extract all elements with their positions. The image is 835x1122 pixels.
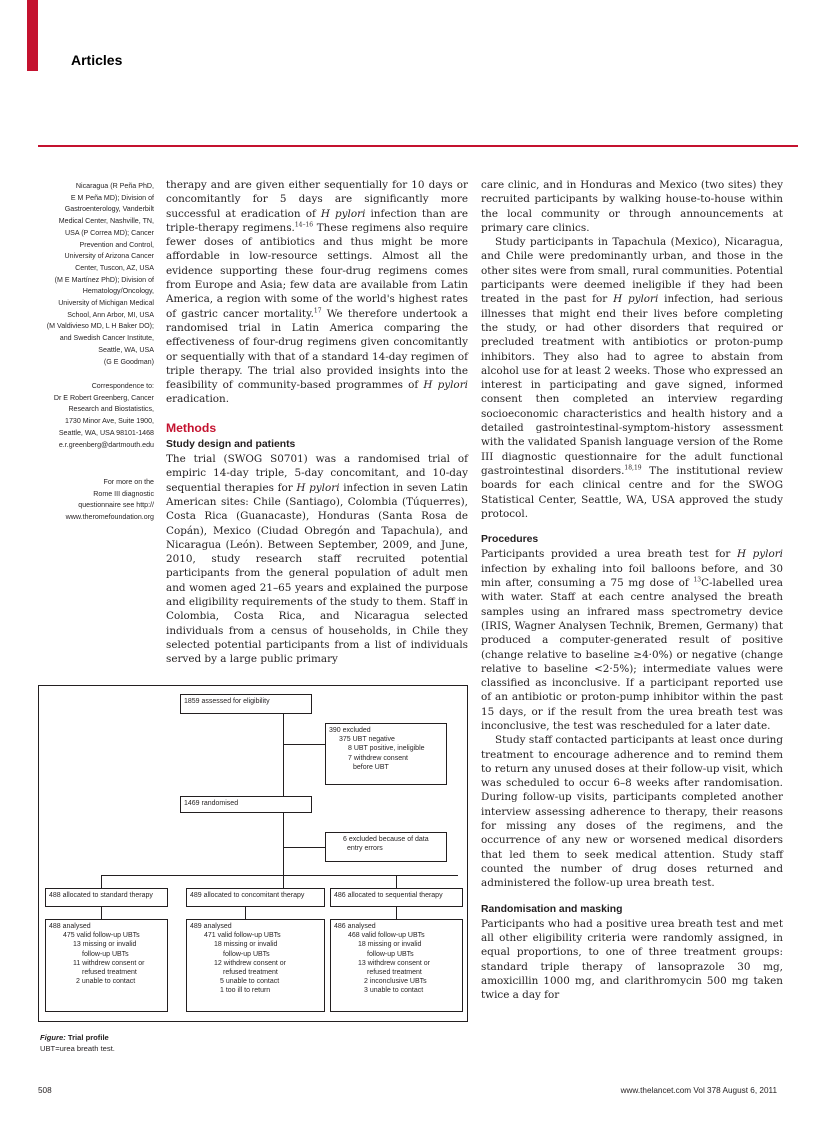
affiliation-line: School, Ann Arbor, MI, USA xyxy=(67,310,154,319)
affiliation-line: University of Michigan Medical xyxy=(58,299,154,308)
paragraph: care clinic, and in Honduras and Mexico (two sites) they recruited participants by walking house-to-house within the local community or through announcements at primary care clinics. xyxy=(481,179,783,234)
analysed-sequential-box: 486 analysed 468 valid follow-up UBTs 18 missing or invalid follow-up UBTs 13 withdrew consent or refused treatment 2 inconclusive UBTs 3 unable to contact xyxy=(330,919,463,1012)
affiliation-line: Medical Center, Nashville, TN, xyxy=(58,217,154,226)
text-column-right xyxy=(481,178,783,1003)
correspondence-line: Correspondence to: xyxy=(91,382,154,390)
paragraph: The trial (SWOG S0701) was a randomised trial of empiric 14-day triple, 5-day concomitant, and 10-day sequential therapies for H pylori infection in seven Latin American sites: Chile (Santiago), Colombia (Túquerres), Costa Rica (Guanacaste), Honduras (Santa Rosa de Copán), Mexico (Ciudad Obregón and Tapachula), and Nicaragua (León). Between September, 2009, and June, 2010, study research staff recruited potential participants from the general population of adult men and women aged 21–65 years and explained the purpose and eligibility requirements of the study to them. Staff in Colombia, Costa Rica, and Nicaragua selected individuals from a census of households, in Chile they selected potential participants from a list of individuals served by a large public primary xyxy=(166,453,468,666)
alloc-concomitant-box: 489 allocated to concomitant therapy xyxy=(186,888,325,907)
paragraph: Study participants in Tapachula (Mexico), Nicaragua, and Chile were predominantly urban, and those in the other sites were from small, rural communities. Potential participants were deemed ineligible if they had been treated in the past for H pylori infection, had serious illnesses that might end their lives before completing the study, or had other disorders that required or precluded treatment with antibiotics or proton-pump inhibitors. They also had to agree to abstain from alcohol use for at least 2 weeks. Those who expressed an interest in participating and gave signed, informed consent then completed an interview regarding socioeconomic characteristics and health history and a detailed gastrointestinal-symptom-history assessment with the validated Spanish language version of the Rome III diagnostic questionnaire for the adult functional gastrointestinal disorders.$^{18,19}$ The institutional review boards for each clinical centre and for the SWOG Statistical Center, Seattle, WA, USA approved the study protocol. xyxy=(481,236,783,520)
correspondence-line: Dr E Robert Greenberg, Cancer xyxy=(53,393,154,402)
methods-heading: Methods xyxy=(166,420,217,435)
flow-line xyxy=(283,812,284,888)
note-line: questionnaire see http:// xyxy=(78,501,154,510)
reference[interactable]: 17 xyxy=(313,307,322,315)
reference[interactable]: 18,19 xyxy=(624,464,642,472)
correspondence-line: Seattle, WA, USA 98101-1468 xyxy=(58,428,154,437)
affiliation-line: and Swedish Cancer Institute, xyxy=(59,334,154,343)
analysed-concomitant-box: 489 analysed 471 valid follow-up UBTs 18 missing or invalid follow-up UBTs 12 withdrew consent or refused treatment 5 unable to contact 1 too ill to return xyxy=(186,919,325,1012)
trial-profile-figure xyxy=(38,685,468,1022)
flow-line xyxy=(245,907,246,919)
paragraph: Participants provided a urea breath test for H pylori infection by exhaling into foil balloons before, and 30 min after, consuming a 75 mg dose of $^{13}$C-labelled urea with water. Staff at each centre analysed the breath samples using an infrared mass spectrometry device (IRIS, Wagner Analysen Technik, Bremen, Germany) that produced a computer-generated result of positive (change relative to baseline ≥4·0%) or negative (change relative to baseline <2·5%); intermediate values were classified as inconclusive. If a participant reported use of an antibiotic or proton-pump inhibitor within the past 15 days, or if the result from the urea breath test was inconclusive, the test was rescheduled for a later date. xyxy=(481,548,783,732)
flow-line xyxy=(396,907,397,919)
header-divider xyxy=(38,145,798,147)
randomised-box: 1469 randomised xyxy=(180,796,312,813)
affiliation-line: Center, Tuscon, AZ, USA xyxy=(75,263,154,272)
note-link[interactable]: www.theromefoundation.org xyxy=(65,513,154,522)
flow-line xyxy=(283,744,325,745)
affiliation-line: USA (P Correa MD); Cancer xyxy=(65,228,154,237)
affiliation-line: Prevention and Control, xyxy=(79,240,154,249)
affiliation-line: (M E Martínez PhD); Division of xyxy=(54,275,154,284)
note-line: For more on the xyxy=(103,478,154,486)
flow-line xyxy=(101,907,102,919)
correspondence-line: 1730 Minor Ave, Suite 1900, xyxy=(65,417,154,426)
page-number: 508 xyxy=(38,1086,52,1095)
flow-line xyxy=(283,847,325,848)
excluded-box: 390 excluded 375 UBT negative 8 UBT positive, ineligible 7 withdrew consent before UBT xyxy=(325,723,447,785)
note-line: Rome III diagnostic xyxy=(93,489,154,498)
flow-line xyxy=(283,714,284,796)
affiliation-line: E M Peña MD); Division of xyxy=(70,193,154,202)
affiliation-line: (M Valdivieso MD, L H Baker DO); xyxy=(46,322,154,331)
subheading: Randomisation and masking xyxy=(481,903,623,915)
journal-info: www.thelancet.com Vol 378 August 6, 2011 xyxy=(620,1086,777,1095)
flow-line xyxy=(396,875,397,888)
paragraph: Study staff contacted participants at least once during treatment to encourage adherence and to remind them to return any unused doses at their follow-up visit, which was scheduled to occur 6–8 weeks after randomisation. During follow-up visits, participants completed another interview assessing adherence to therapy, their reasons for missing any doses of the regimens, and the occurrence of any new or worsened medical disorders that led them to seek medical attention. Study staff counted the number of drug doses returned and administered the follow-up urea breath test. xyxy=(481,734,783,890)
rome-iii-note xyxy=(40,477,154,524)
affiliation-line: Nicaragua (R Peña PhD, xyxy=(75,182,154,190)
affiliations xyxy=(40,181,154,368)
caption-label: Figure: Trial profile xyxy=(40,1033,109,1042)
affiliation-line: (G E Goodman) xyxy=(103,357,154,366)
flow-line xyxy=(101,875,102,888)
assessed-box: 1859 assessed for eligibility xyxy=(180,694,312,714)
subheading: Procedures xyxy=(481,534,539,546)
affiliation-line: University of Arizona Cancer xyxy=(64,252,154,261)
reference[interactable]: 14–16 xyxy=(294,221,314,229)
affiliation-line: Hematology/Oncology, xyxy=(82,287,154,296)
paragraph: Participants who had a positive urea breath test and met all other eligibility criteria were randomly assigned, in equal proportions, to one of three treatment groups: standard triple therapy of lansoprazole 30 mg, amoxicillin 1000 mg, and clarithromycin 500 mg taken twice a day for xyxy=(481,917,783,1002)
caption-note: UBT=urea breath test. xyxy=(40,1044,115,1053)
correspondence-email[interactable]: e.r.greenberg@dartmouth.edu xyxy=(58,440,154,449)
text-column-left xyxy=(166,178,468,667)
section-title: Articles xyxy=(71,52,123,68)
correspondence-line: Research and Biostatistics, xyxy=(68,405,154,414)
excluded-errors-box: 6 excluded because of data entry errors xyxy=(325,832,447,862)
analysed-standard-box: 488 analysed 475 valid follow-up UBTs 13 missing or invalid follow-up UBTs 11 withdrew consent or refused treatment 2 unable to contact xyxy=(45,919,168,1012)
subheading: Study design and patients xyxy=(166,438,296,450)
alloc-sequential-box: 486 allocated to sequential therapy xyxy=(330,888,463,907)
flow-line xyxy=(101,875,458,876)
affiliation-line: Seattle, WA, USA xyxy=(98,345,154,354)
section-color-bar xyxy=(27,0,38,71)
affiliation-line: Gastroenterology, Vanderbilt xyxy=(64,205,154,214)
paragraph: therapy and are given either sequentially for 10 days or concomitantly for 5 days are significantly more successful at eradication of H pylori infection than are triple-therapy regimens.$^{14-16}$ These regimens also require fewer doses of antibiotics and thus might be more affordable in low-resource settings. Almost all the evidence supporting these four-drug regimens comes from Europe and Asia; few data are available from Latin America, a region with some of the world's highest rates of gastric cancer mortality.$^{17}$ We therefore undertook a randomised trial in Latin America comparing the effectiveness of four-drug regimens given concomitantly or sequentially with that of a standard 14-day regimen of triple therapy. The trial also provided insights into the feasibility of community-based programmes of H pylori eradication. xyxy=(166,179,468,406)
figure-caption xyxy=(40,1032,115,1054)
alloc-standard-box: 488 allocated to standard therapy xyxy=(45,888,168,907)
correspondence xyxy=(40,381,154,451)
